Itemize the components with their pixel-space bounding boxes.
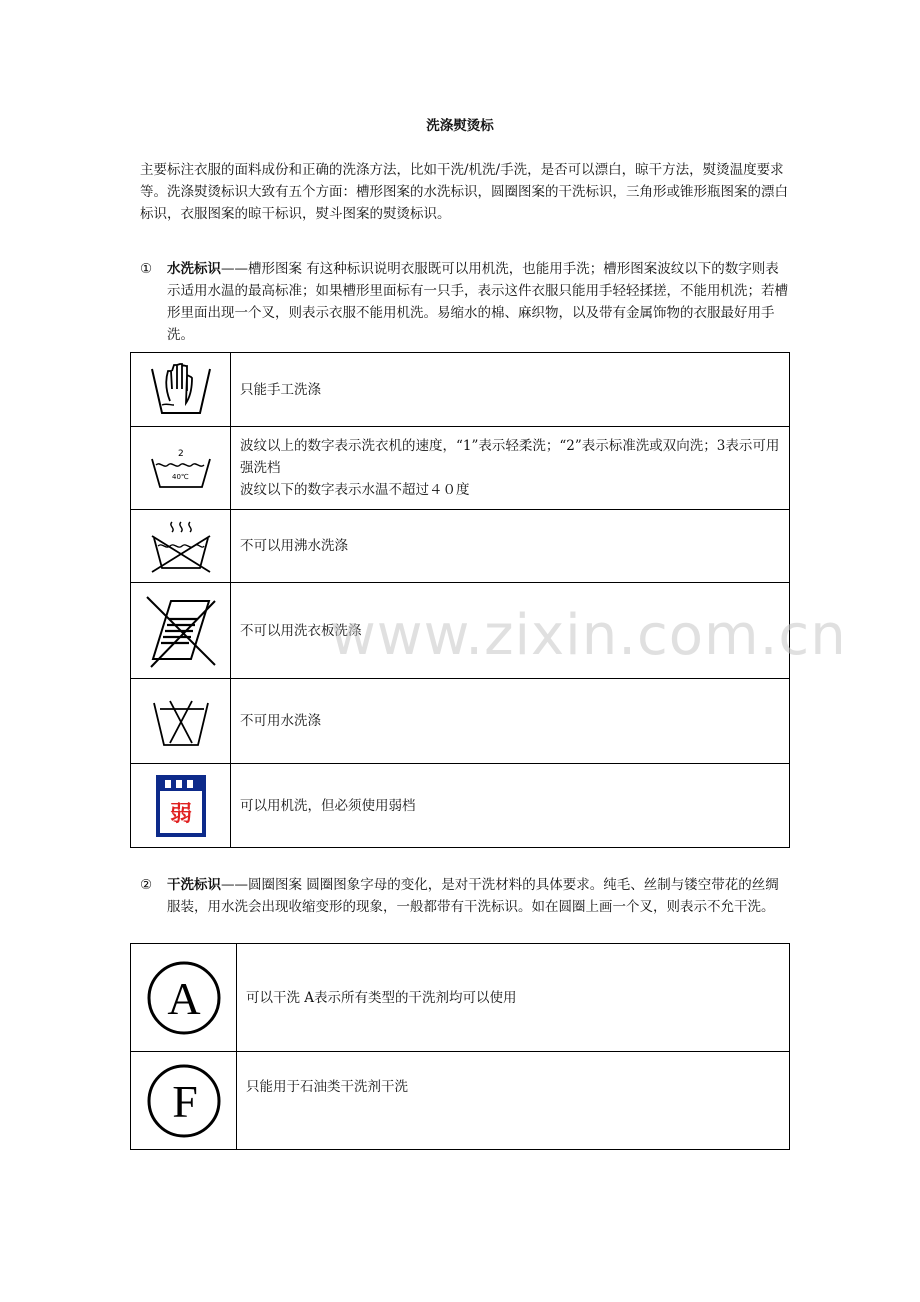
dry-clean-a-icon bbox=[131, 944, 237, 1052]
dry-clean-letter: F bbox=[171, 1075, 198, 1127]
dry-clean-a-desc: 可以干洗 A表示所有类型的干洗剂均可以使用 bbox=[237, 944, 790, 1052]
watermark: www.zixin.com.cn bbox=[330, 603, 847, 668]
dry-clean-f-icon bbox=[131, 1052, 237, 1150]
intro-paragraph: 主要标注衣服的面料成份和正确的洗涤方法，比如干洗/机洗/手洗，是否可以漂白，晾干方法，熨烫温度要求等。洗涤熨烫标识大致有五个方面：槽形图案的水洗标识，圆圈图案的干洗标识，三角形或锥形瓶图案的漂白标识，衣服图案的晾干标识，熨斗图案的熨烫标识。 bbox=[140, 162, 788, 222]
hand-wash-desc: 只能手工洗涤 bbox=[231, 353, 790, 427]
wash-tub-2-40c-icon bbox=[131, 427, 231, 510]
icon-temperature: 40℃ bbox=[171, 473, 189, 481]
table-row bbox=[131, 427, 790, 510]
wash-temp-desc-line: 波纹以下的数字表示水温不超过４０度 bbox=[240, 482, 470, 498]
table-row bbox=[131, 1052, 790, 1150]
dry-clean-table bbox=[130, 943, 790, 1150]
no-washboard-desc: 不可以用洗衣板洗涤 bbox=[231, 583, 790, 679]
machine-wash-gentle-icon bbox=[131, 764, 231, 848]
dry-clean-letter: A bbox=[166, 972, 201, 1024]
wash-speed-desc bbox=[231, 427, 790, 510]
section-number: ① bbox=[140, 261, 153, 277]
section-number: ② bbox=[140, 877, 153, 893]
page-title: 洗涤熨烫标 bbox=[426, 118, 494, 134]
no-washboard-icon bbox=[131, 583, 231, 679]
wash-speed-desc-line: 波纹以上的数字表示洗衣机的速度，“1”表示轻柔洗；“2”表示标准洗或双向洗；3表示可用强洗档 bbox=[240, 438, 780, 476]
no-water-wash-desc: 不可用水洗涤 bbox=[231, 679, 790, 764]
gentle-label: 弱 bbox=[169, 801, 192, 827]
hand-wash-tub-icon bbox=[131, 353, 231, 427]
section-text: ——圆圈图案 圆圈图象字母的变化，是对干洗材料的具体要求。纯毛、丝制与镂空带花的丝绸服装，用水洗会出现收缩变形的现象，一般都带有干洗标识。如在圆圈上画一个叉，则表示不允干洗。 bbox=[167, 877, 779, 915]
section-heading: 水洗标识 bbox=[167, 261, 221, 277]
no-water-wash-icon bbox=[131, 679, 231, 764]
table-row bbox=[131, 679, 790, 764]
machine-wash-desc: 可以用机洗，但必须使用弱档 bbox=[231, 764, 790, 848]
table-row bbox=[131, 353, 790, 427]
water-wash-table bbox=[130, 352, 790, 848]
no-boiling-desc: 不可以用沸水洗涤 bbox=[231, 510, 790, 583]
table-row bbox=[131, 510, 790, 583]
section-heading: 干洗标识 bbox=[167, 877, 221, 893]
table-row bbox=[131, 944, 790, 1052]
dry-clean-f-desc: 只能用于石油类干洗剂干洗 bbox=[237, 1052, 790, 1150]
section-water-wash bbox=[140, 258, 790, 346]
table-row bbox=[131, 764, 790, 848]
icon-speed-number: 2 bbox=[177, 449, 184, 459]
section-dry-clean bbox=[140, 874, 790, 918]
section-text: ——槽形图案 有这种标识说明衣服既可以用机洗，也能用手洗；槽形图案波纹以下的数字则表示适用水温的最高标准；如果槽形里面标有一只手，表示这件衣服只能用手轻轻揉搓，不能用机洗；若槽形里面出现一个叉，则表示衣服不能用机洗。易缩水的棉、麻织物，以及带有金属饰物的衣服最好用手洗。 bbox=[167, 261, 788, 343]
no-boiling-wash-icon bbox=[131, 510, 231, 583]
